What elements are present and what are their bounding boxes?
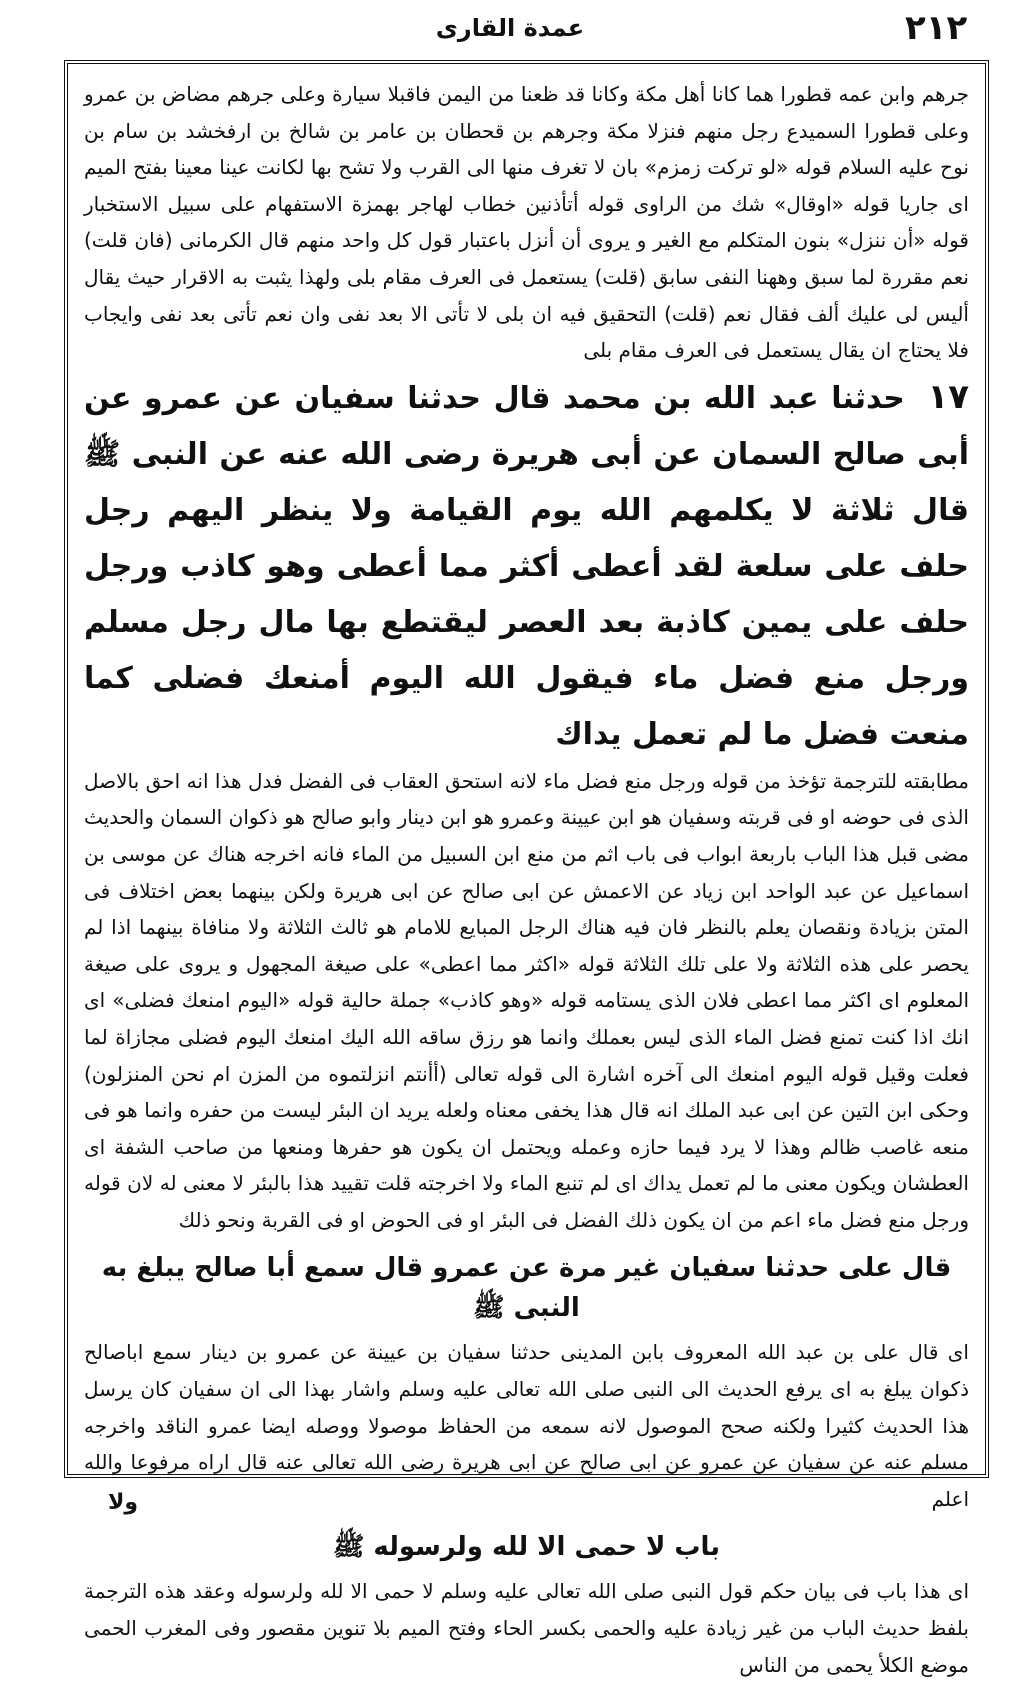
text-frame <box>64 60 989 1677</box>
commentary-paragraph-3: اى قال على بن عبد الله المعروف بابن المدينى حدثنا سفيان بن عيينة عن عمرو بن دينار سمع اباصالح ذكوان يبلغ به اى يرفع الحديث الى النبى صلى الله تعالى عليه وسلم واشار بهذا الى ان سفيان كان يرسل هذا الحديث كثيرا ولكنه صحح الموصول لانه سمعه من الحفاظ موصولا ووصله ايضا عمرو الناقد واخرجه مسلم عنه عن سفيان عن عمرو عن ابى صالح عن ابى هريرة رضى الله تعالى عنه قال اراه مرفوعا والله اعلم <box>84 1340 969 1511</box>
commentary-paragraph-1: جرهم وابن عمه قطورا هما كانا أهل مكة وكانا قد ظعنا من اليمن فاقبلا سيارة وعلى جرهم مضاض بن عمرو وعلى قطورا السميدع رجل منهم فنزلا مكة وجرهم بن قحطان بن عامر بن شالخ بن ارفخشد بن سام بن نوح عليه السلام قوله «لو تركت زمزم» بان لا تغرف منها الى القرب ولا تشح بها لكانت عينا معينا بفتح الميم اى جاريا قوله «اوقال» شك من الراوى قوله أتأذنين خطاب لهاجر بهمزة الاستفهام على سبيل الاستخبار قوله «أن ننزل» بنون المتكلم مع الغير و يروى أن أنزل باعتبار قول كل واحد منهم قال الكرمانى (فان قلت) نعم مقررة لما سبق وههنا النفى سابق (قلت) يستعمل فى العرف مقام بلى ولهذا يثبت به الاقرار حيث يقال أليس لى عليك ألف فقال نعم (قلت) التحقيق فيه ان بلى لا تأتى الا بعد نفى وان نعم تأتى بعد نفى وايجاب فلا يحتاج ان يقال يستعمل فى العرف مقام بلى <box>84 82 969 363</box>
hadith-sub-chain: قال على حدثنا سفيان غير مرة عن عمرو قال سمع أبا صالح يبلغ به النبى ﷺ <box>101 1253 952 1324</box>
page-number: ٢١٢ <box>905 8 968 48</box>
hadith-number: ١٧ <box>927 376 969 417</box>
hadith-17 <box>84 369 969 763</box>
commentary-paragraph-2: مطابقته للترجمة تؤخذ من قوله ورجل منع فضل ماء لانه استحق العقاب فى الفضل فدل هذا انه احق بالاصل الذى فى حوضه او فى قربته وسفيان هو ابن عيينة وعمرو هو ابن دينار وابو صالح هو ذكوان السمان والحديث مضى قبل هذا الباب باربعة ابواب فى باب اثم من منع ابن السبيل من الماء فانه اخرجه هناك عن موسى بن اسماعيل عن عبد الواحد ابن زياد عن الاعمش عن ابى صالح عن ابى هريرة ولكن بينهما بعض اختلاف فى المتن بزيادة ونقصان يعلم بالنظر فان فيه هناك الرجل المبايع للامام هو ثالث الثلاثة ولا منافاة بينهما اذا لم يحصر على هذه الثلاثة ولا على تلك الثلاثة قوله «اكثر مما اعطى» على صيغة المجهول و يروى على صيغة المعلوم اى اكثر مما اعطى فلان الذى يستامه قوله «وهو كاذب» جملة حالية قوله «اليوم امنعك فضلى» اى انك اذا كنت تمنع فضل الماء الذى ليس بعملك وانما هو رزق ساقه الله اليك امنعك اليوم فضلى مجازاة لما فعلت وقيل قوله اليوم امنعك الى آخره اشارة الى قوله تعالى (أأنتم انزلتموه من المزن ام نحن المنزلون) وحكى ابن التين عن ابى عبد الملك انه قال هذا يخفى معناه ولعله يريد ان البئر ليست من حفره وانما هو فى منعه غاصب ظالم وهذا لا يرد فيما حازه وعمله ويحتمل ان يكون هو حفرها ومنعها من صاحب الشفة اى العطشان ويكون معنى ما لم تعمل يداك اى لم تنبع الماء ولا اخرجته قلت تقييد هذا بالبئر لا معنى له لان قوله ورجل منع فضل ماء اعم من ان يكون ذلك الفضل فى البئر او فى الحوض او فى القربة ونحو ذلك <box>84 768 969 1232</box>
hadith-17-text: حدثنا عبد الله بن محمد قال حدثنا سفيان عن عمرو عن أبى صالح السمان عن أبى هريرة رضى الله عنه عن النبى ﷺ قال ثلاثة لا يكلمهم الله يوم القيامة ولا ينظر اليهم رجل حلف على سلعة لقد أعطى أكثر مما أعطى وهو كاذب ورجل حلف على يمين كاذبة بعد العصر ليقتطع بها مال رجل مسلم ورجل منع فضل ماء فيقول الله اليوم أمنعك فضلى كما منعت فضل ما لم تعمل يداك <box>84 380 969 752</box>
catchword: ولا <box>108 1490 139 1515</box>
running-title: عمدة القاری <box>435 14 585 42</box>
commentary-paragraph-4: اى هذا باب فى بيان حكم قول النبى صلى الله تعالى عليه وسلم لا حمى الا لله ولرسوله وعقد هذه الترجمة بلفظ حديث الباب من غير زيادة عليه والحمى بكسر الحاء وفتح الميم بلا تنوين مقصور وفى المغرب الحمى موضع الكلأ يحمى من الناس <box>84 1579 969 1677</box>
chapter-heading: باب لا حمى الا لله ولرسوله ﷺ <box>332 1532 721 1563</box>
